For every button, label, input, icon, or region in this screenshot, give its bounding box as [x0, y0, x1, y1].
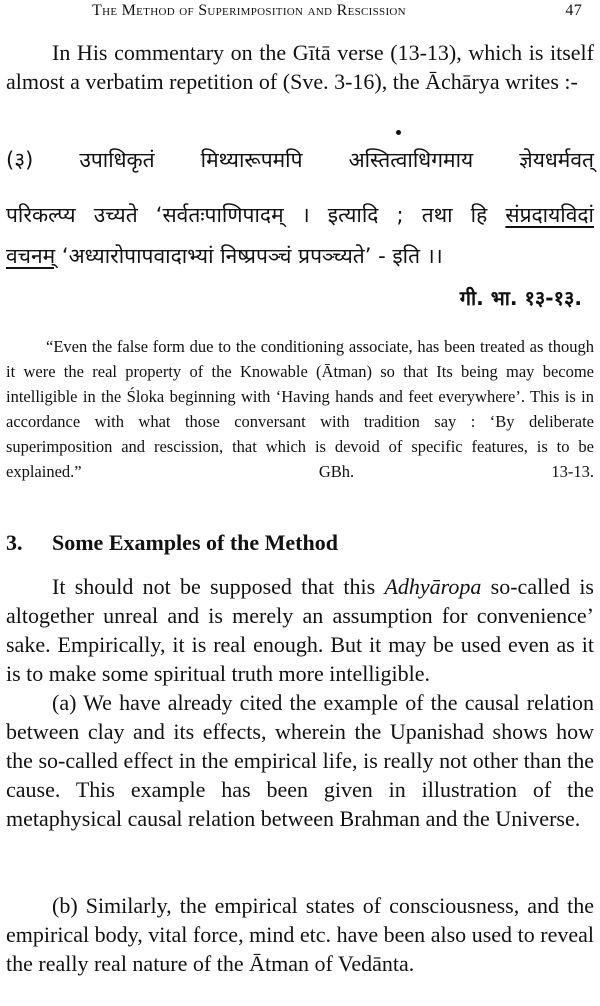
- section-heading: [6, 530, 338, 556]
- sanskrit-line-2-underlined: संप्रदायविदां: [505, 203, 594, 227]
- section-number: 3.: [6, 530, 23, 555]
- p1-rest: so-called is altogether unreal and is merely an assumption for convenience’ sake. Empirically, it is real enough. But it may be used even as it is to make some spiritual truth more intelligible.: [6, 574, 594, 686]
- section-title: Some Examples of the Method: [52, 530, 338, 555]
- sanskrit-line-3-underlined: वचनम्: [6, 244, 56, 268]
- intro-paragraph: In His commentary on the Gītā verse (13-13), which is itself almost a verbatim repetition of (Sve. 3-16), the Āchārya writes :-: [6, 40, 594, 94]
- running-header: [92, 2, 582, 20]
- translation-reference: GBh. 13-13.: [318, 462, 595, 481]
- sanskrit-line-2-main: परिकल्प्य उच्यते ‘सर्वतःपाणिपादम् । इत्यादि ; तथा हि: [6, 203, 506, 227]
- translation-text: “Even the false form due to the conditioning associate, has been treated as though it were the real property of the Knowable (Ātman) so that Its being may become intelligible in the Śloka beginning with ‘Having hands and feet everywhere’. This is in accordance with what those conversant with tradition say : ‘By deliberate superimposition and rescission, that which is devoid of specific features, is to be explained.”: [6, 337, 594, 481]
- sanskrit-source: गी. भा. १३-१३.: [459, 286, 582, 310]
- sanskrit-line-3-main: ‘अध्यारोपापवादाभ्यां निष्प्रपञ्चं प्रपञ्च्यते’ - इति ।।: [55, 244, 443, 268]
- sanskrit-line-1: (३) उपाधिकृतं मिथ्यारूपमपि अस्तित्वाधिगमाय ज्ञेयधर्मवत्: [6, 148, 594, 172]
- running-title: The Method of Superimposition and Rescission: [92, 2, 406, 19]
- p1-prefix: It should not be supposed that this: [52, 574, 385, 599]
- translation-block: [6, 334, 594, 484]
- sanskrit-line-2: [6, 195, 594, 235]
- sanskrit-line-3: [6, 236, 594, 276]
- page-number: 47: [565, 2, 582, 19]
- body-paragraph-2: (a) We have already cited the example of the causal relation between clay and its effects, wherein the Upanishad shows how the so-called effect in the empirical life, is really not other than the cause. This example has been given in illustration of the metaphysical causal relation between Brahman and the Universe.: [6, 690, 594, 831]
- body-paragraph-3: (b) Similarly, the empirical states of consciousness, and the empirical body, vital force, mind etc. have been also used to reveal the really real nature of the Ātman of Vedānta.: [6, 893, 594, 976]
- body-paragraph-1: [6, 572, 594, 688]
- p1-term: Adhyāropa: [384, 574, 482, 599]
- ink-dot: [396, 130, 401, 135]
